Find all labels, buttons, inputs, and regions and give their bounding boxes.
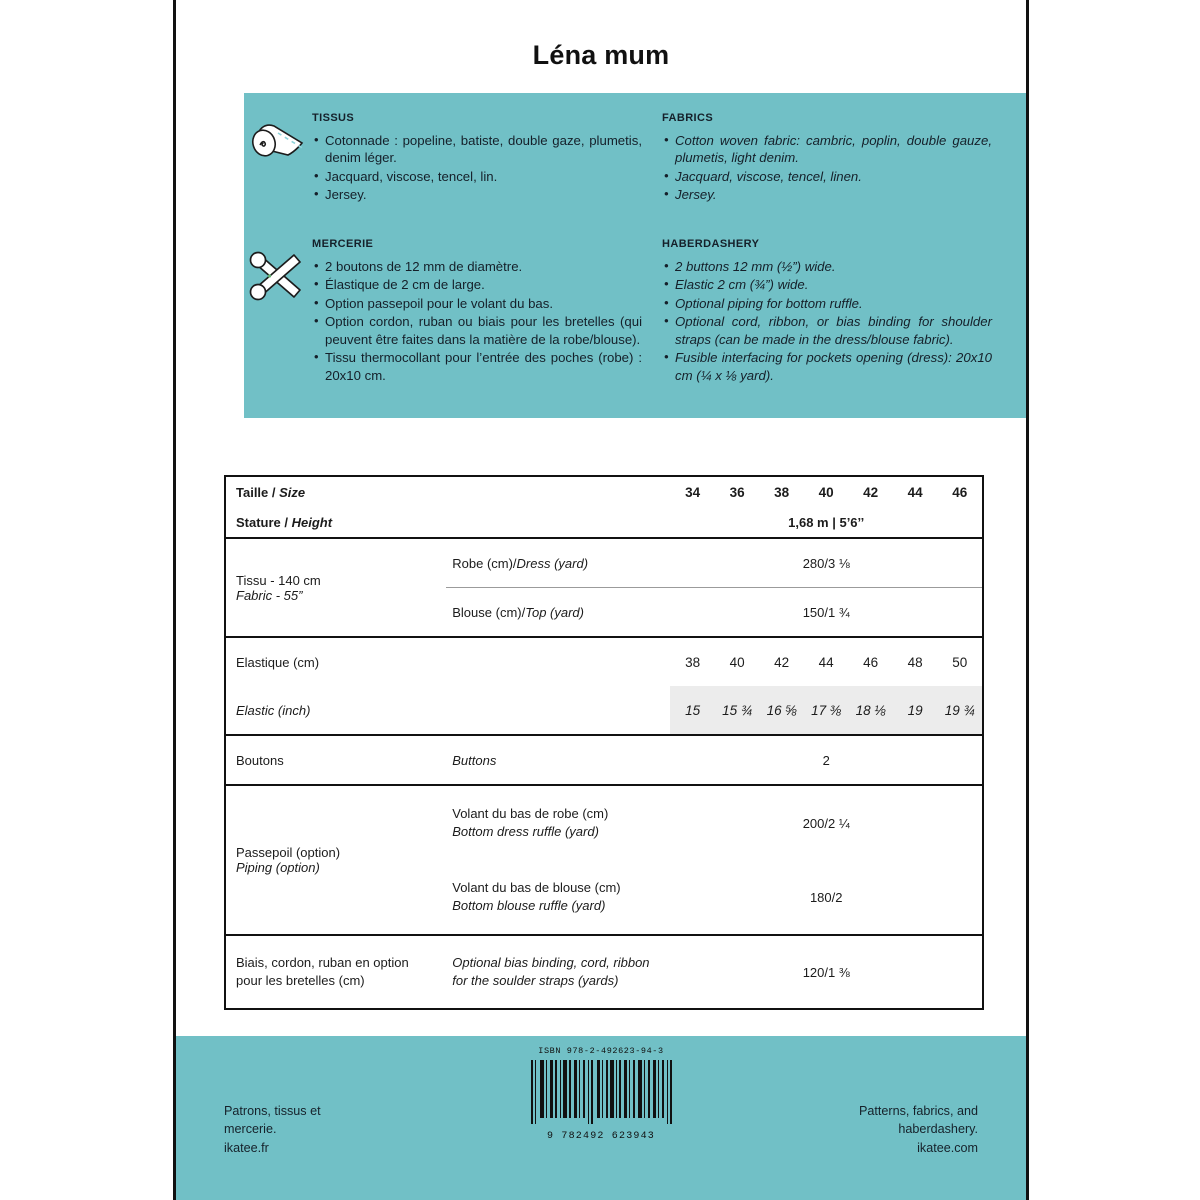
footer-website-fr[interactable]: ikatee.fr [224, 1140, 269, 1155]
fabric-dress-value: 280/3 ⅛ [670, 538, 982, 588]
bias-value: 120/1 ⅜ [670, 935, 982, 1008]
requirements-table [224, 475, 984, 1010]
page-title: Léna mum [532, 40, 670, 70]
size-column-42: 42 [863, 484, 879, 500]
height-value: 1,68 m | 5’6’’ [788, 514, 865, 530]
fabrics-list-en [662, 132, 992, 204]
elastic-cm-value-42: 46 [848, 637, 893, 686]
buttons-label-fr: Boutons [226, 735, 446, 785]
footer-website-en[interactable]: ikatee.com [917, 1140, 978, 1155]
elastic-cm-value-44: 48 [893, 637, 938, 686]
list-item: • Elastic 2 cm (¾”) wide. [662, 276, 992, 294]
piping-blouse-label-fr: Volant du bas de blouse (cm) [452, 880, 621, 896]
scissors-icon [244, 243, 312, 320]
size-column-46: 46 [952, 484, 968, 500]
buttons-value: 2 [670, 735, 982, 785]
footer-en-line-2: haberdashery. [898, 1122, 978, 1137]
list-item: • Jersey. [662, 186, 992, 204]
barcode [521, 1046, 681, 1142]
elastic-cm-value-36: 40 [715, 637, 760, 686]
size-column-44: 44 [907, 484, 923, 500]
elastic-inch-spacer [446, 686, 670, 735]
fabrics-section-en [662, 107, 992, 205]
footer-band [176, 1036, 1026, 1200]
list-item: • Cotton woven fabric: cambric, poplin, double gauze, plumetis, light denim. [662, 132, 992, 167]
elastic-cm-spacer [446, 637, 670, 686]
table-row-fabric-dress [226, 538, 982, 588]
fabric-top-label-en: Top (yard) [525, 604, 584, 620]
elastic-cm-value-38: 42 [759, 637, 804, 686]
size-column-36: 36 [729, 484, 745, 500]
fabric-row-label [226, 538, 446, 637]
piping-label-fr: Passepoil (option) [236, 845, 341, 860]
haberdashery-list-en [662, 258, 992, 385]
elastic-inch-value-36: 15 ¾ [715, 686, 760, 735]
list-item: • Tissu thermocollant pour l’entrée des poches (robe) : 20x10 cm. [312, 349, 642, 384]
height-label-en: Height [291, 514, 333, 530]
table-row-height [226, 507, 982, 538]
isbn-number: ISBN 978-2-492623-94-3 [538, 1046, 664, 1056]
haberdashery-section-en [662, 233, 992, 385]
elastic-inch-value-40: 17 ⅜ [804, 686, 849, 735]
piping-dress-label [446, 785, 670, 860]
elastic-cm-label: Elastique (cm) [226, 637, 446, 686]
footer-text-en [859, 1102, 978, 1157]
fabrics-section-fr [312, 107, 642, 205]
fabric-top-label [446, 588, 670, 638]
height-row-spacer [446, 507, 670, 538]
list-item: • Option cordon, ruban ou biais pour les bretelles (qui peuvent être faites dans la matière de la robe/blouse). [312, 313, 642, 348]
list-item: • Fusible interfacing for pockets opening (dress): 20x10 cm (¼ x ⅛ yard). [662, 349, 992, 384]
list-item: • Élastique de 2 cm de large. [312, 276, 642, 294]
list-item: • Jacquard, viscose, tencel, linen. [662, 168, 992, 186]
haberdashery-heading-en: haberdashery [662, 234, 760, 251]
elastic-inch-value-42: 18 ⅛ [848, 686, 893, 735]
elastic-inch-value-46: 19 ¾ [937, 686, 982, 735]
size-row-spacer [446, 477, 670, 507]
list-item: • Option passepoil pour le volant du bas. [312, 295, 642, 313]
table-row-bias-binding [226, 935, 982, 1008]
list-item: • Optional cord, ribbon, or bias binding for shoulder straps (can be made in the dress/blouse fabric). [662, 313, 992, 348]
piping-dress-value: 200/2 ¼ [670, 785, 982, 860]
footer-text-fr [224, 1102, 321, 1157]
bias-label-fr: Biais, cordon, ruban en option pour les bretelles (cm) [226, 935, 446, 1008]
elastic-cm-value-40: 44 [804, 637, 849, 686]
piping-label-en: Piping (option) [236, 860, 320, 875]
bias-label-en: Optional bias binding, cord, ribbon for the soulder straps (yards) [446, 935, 670, 1008]
barcode-digits: 9 782492 623943 [546, 1131, 655, 1142]
elastic-inch-value-38: 16 ⅝ [759, 686, 804, 735]
footer-en-line-1: Patterns, fabrics, and [858, 1104, 978, 1118]
size-label-fr: Taille / [236, 484, 276, 500]
fabric-dress-label-fr: Robe (cm)/ [452, 555, 517, 571]
piping-blouse-label [446, 860, 670, 935]
size-column-40: 40 [818, 484, 834, 500]
haberdashery-section-fr [312, 233, 642, 385]
pattern-back-cover-page [173, 0, 1029, 1200]
fabrics-heading-fr: tissus [312, 108, 355, 125]
list-item: • Cotonnade : popeline, batiste, double gaze, plumetis, denim léger. [312, 132, 642, 167]
list-item: • Jersey. [312, 186, 642, 204]
list-item: • 2 boutons de 12 mm de diamètre. [312, 258, 642, 276]
elastic-cm-value-34: 38 [670, 637, 715, 686]
haberdashery-list-fr [312, 258, 642, 385]
piping-dress-label-fr: Volant du bas de robe (cm) [452, 806, 609, 822]
fabric-dress-label [446, 538, 670, 588]
elastic-cm-value-46: 50 [937, 637, 982, 686]
fabric-top-value: 150/1 ¾ [670, 588, 982, 638]
table-row-elastic-cm [226, 637, 982, 686]
fabric-top-label-fr: Blouse (cm)/ [452, 604, 526, 620]
piping-blouse-value: 180/2 [809, 889, 843, 905]
barcode-bars [521, 1058, 681, 1130]
size-column-38: 38 [774, 484, 790, 500]
piping-blouse-label-en: Bottom blouse ruffle (yard) [452, 898, 606, 913]
height-row-label [226, 507, 446, 538]
elastic-inch-value-34: 15 [670, 686, 715, 735]
table-row-size [226, 477, 982, 507]
table-row-elastic-inch [226, 686, 982, 735]
haberdashery-heading-fr: mercerie [312, 234, 374, 251]
footer-fr-line-1: Patrons, tissus et [224, 1104, 321, 1118]
list-item: • Optional piping for bottom ruffle. [662, 295, 992, 313]
buttons-label-en: Buttons [446, 735, 670, 785]
piping-dress-label-en: Bottom dress ruffle (yard) [452, 824, 599, 839]
table-row-buttons [226, 735, 982, 785]
size-label-en: Size [279, 484, 306, 500]
size-column-34: 34 [685, 484, 701, 500]
piping-row-label [226, 785, 446, 935]
fabric-label-fr: Tissu - 140 cm [236, 572, 321, 588]
footer-fr-line-2: mercerie. [224, 1122, 277, 1137]
size-row-label [226, 477, 446, 507]
fabric-dress-label-en: Dress (yard) [516, 555, 589, 571]
list-item: • 2 buttons 12 mm (½”) wide. [662, 258, 992, 276]
height-label-fr: Stature / [236, 514, 289, 530]
elastic-inch-value-44: 19 [893, 686, 938, 735]
table-row-piping-dress [226, 785, 982, 860]
list-item: • Jacquard, viscose, tencel, lin. [312, 168, 642, 186]
fabrics-heading-en: fabrics [662, 108, 714, 125]
fabric-roll-icon [244, 115, 312, 192]
fabric-label-en: Fabric - 55” [236, 587, 303, 603]
materials-info-panel [244, 93, 1026, 418]
elastic-inch-label: Elastic (inch) [236, 702, 311, 718]
fabrics-list-fr [312, 132, 642, 204]
